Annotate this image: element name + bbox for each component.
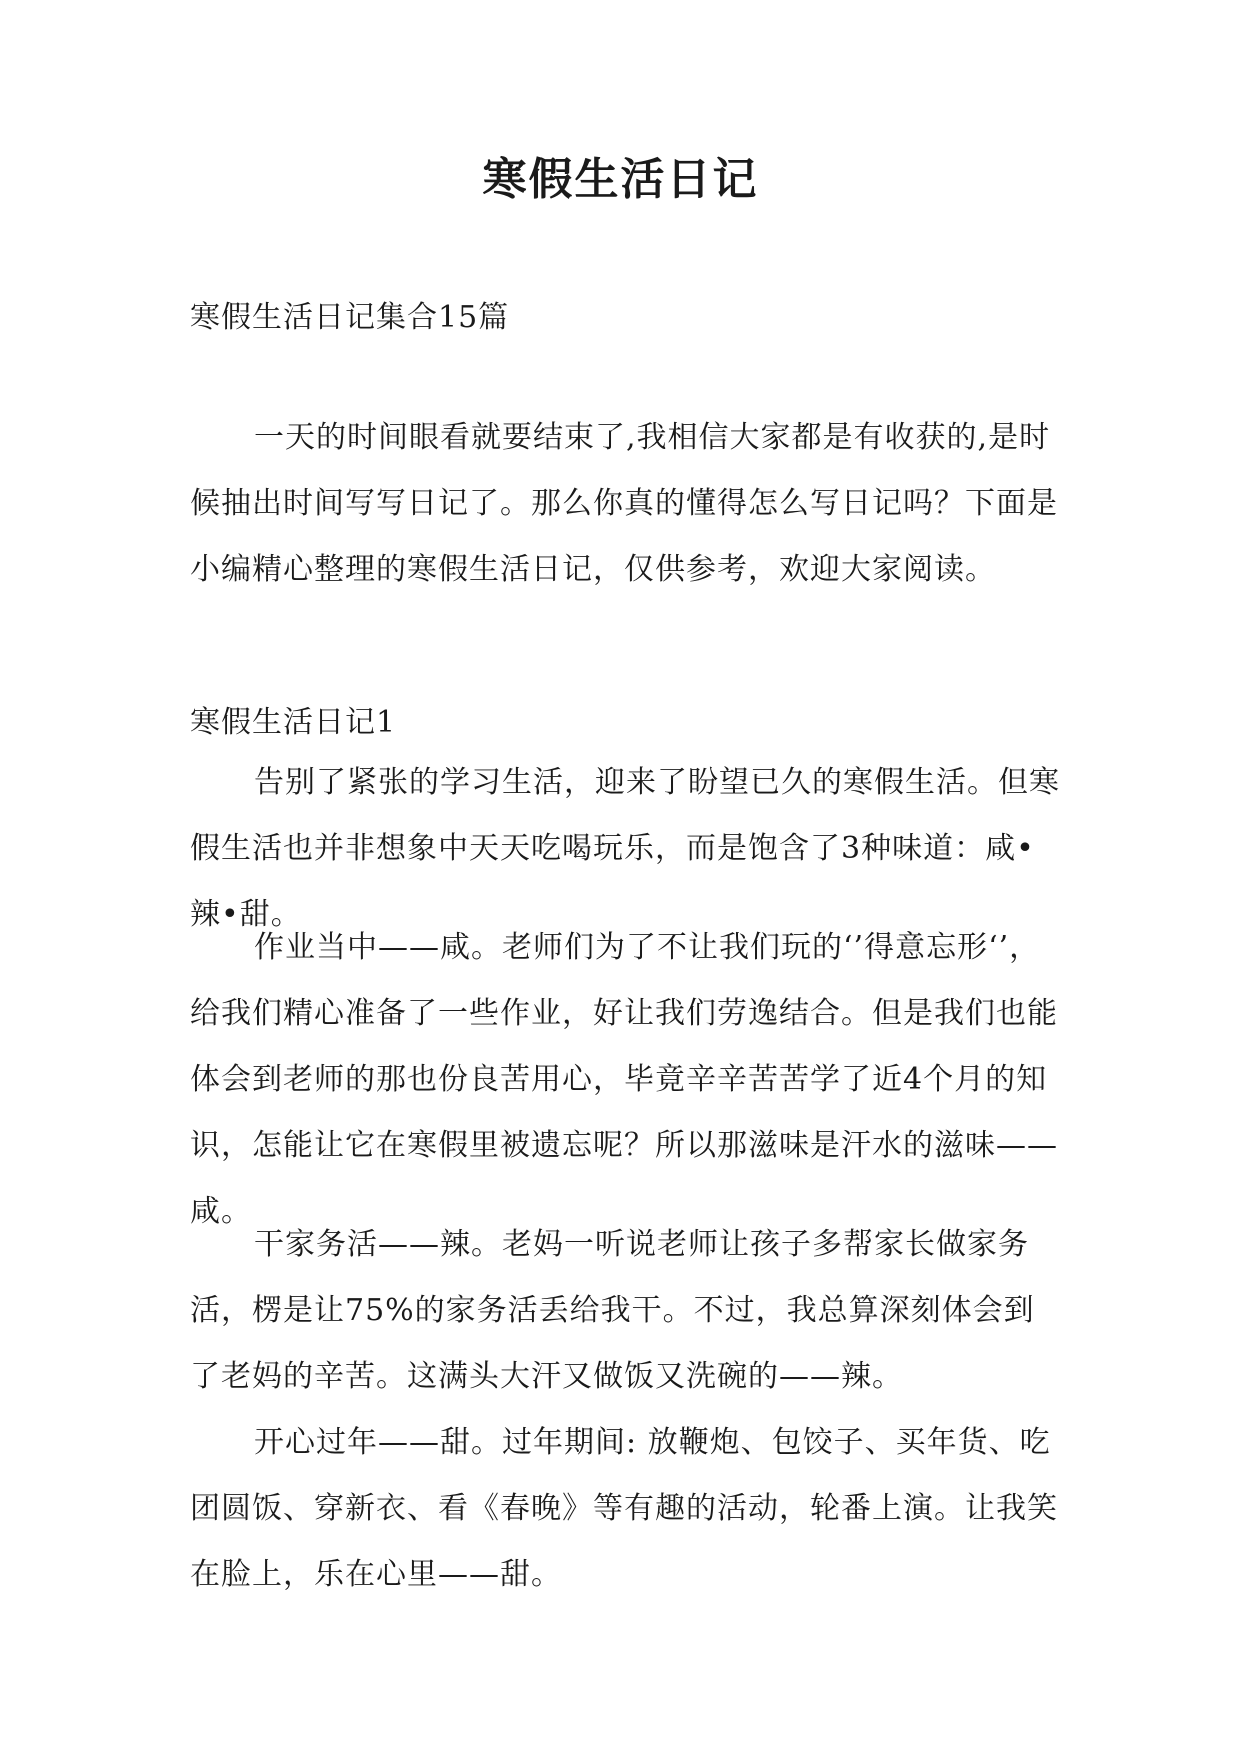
diary-paragraph-4: 开心过年——甜。过年期间: 放鞭炮、包饺子、买年货、吃团圆饭、穿新衣、看《春晚》等有趣的活动，轮番上演。让我笑在脸上，乐在心里——甜。: [190, 1425, 1058, 1592]
intro-paragraph: 一天的时间眼看就要结束了,我相信大家都是有收获的,是时候抽出时间写写日记了。那么你真的懂得怎么写日记吗？下面是小编精心整理的寒假生活日记，仅供参考，欢迎大家阅读。: [190, 420, 1058, 587]
diary-paragraph-1: 告别了紧张的学习生活，迎来了盼望已久的寒假生活。但寒假生活也并非想象中天天吃喝玩乐，而是饱含了3种味道：咸•辣•甜。: [190, 765, 1060, 932]
document-title: 寒假生活日记: [482, 154, 759, 205]
diary-paragraph-3: 干家务活——辣。老妈一听说老师让孩子多帮家长做家务活，楞是让75%的家务活丢给我干。不过，我总算深刻体会到了老妈的辛苦。这满头大汗又做饭又洗碗的——辣。: [190, 1227, 1035, 1394]
collection-subtitle: 寒假生活日记集合15篇: [190, 300, 510, 335]
section-heading: 寒假生活日记1: [190, 705, 397, 740]
diary-paragraph-2: 作业当中——咸。老师们为了不让我们玩的‘’得意忘形‘’，给我们精心准备了一些作业，好让我们劳逸结合。但是我们也能体会到老师的那也份良苦用心，毕竟辛辛苦苦学了近4个月的知识，怎能让它在寒假里被遗忘呢？所以那滋味是汗水的滋味——咸。: [190, 930, 1058, 1229]
